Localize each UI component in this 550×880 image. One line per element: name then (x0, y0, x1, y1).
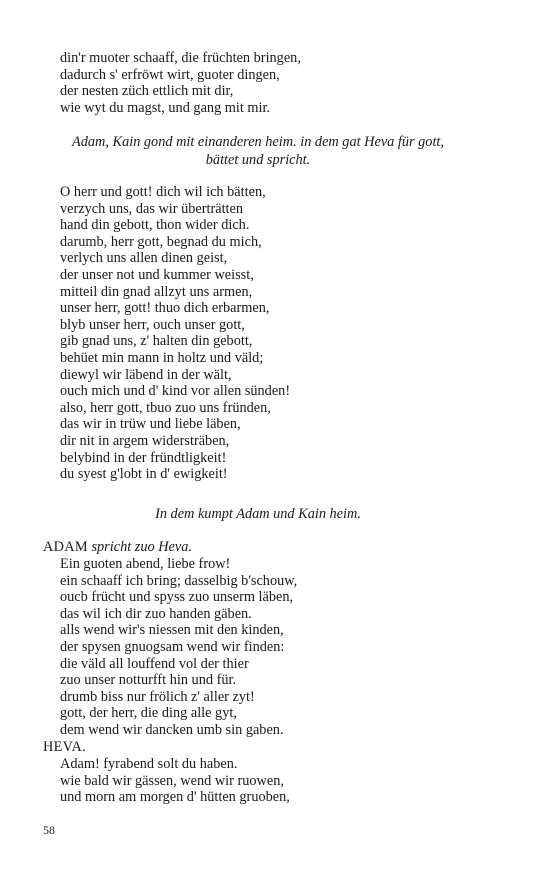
verse-line: ein schaaff ich bring; dasselbig b'schouw, (60, 572, 298, 589)
verse-line: du syest g'lobt in d' ewigkeit! (60, 466, 228, 483)
verse-line: mitteil din gnad allzyt uns armen, (60, 283, 253, 300)
verse-line: behüet min mann in holtz und väld; (60, 349, 264, 366)
verse-stanza (60, 556, 297, 739)
verse-line: das wil ich dir zuo handen gäben. (60, 605, 252, 622)
verse-line: dem wend wir dancken umb sin gaben. (60, 721, 284, 738)
verse-line: darumb, herr gott, begnad du mich, (60, 233, 262, 250)
stage-direction (50, 134, 466, 169)
verse-line: die väld all louffend vol der thier (60, 655, 249, 672)
verse-line: dir nit in argem widersträben, (60, 432, 230, 449)
verse-line: belybind in der fründtligkeit! (60, 449, 227, 466)
verse-stanza (60, 184, 290, 483)
speaker-direction: spricht zuo Heva. (91, 539, 192, 555)
speaker-name: ADAM (43, 539, 88, 555)
verse-line: der nesten züch ettlich mit dir, (60, 83, 234, 100)
verse-line: also, herr gott, tbuo zuo uns fründen, (60, 399, 271, 416)
verse-line: alls wend wir's niessen mit den kinden, (60, 622, 284, 639)
verse-line: blyb unser herr, ouch unser gott, (60, 316, 245, 333)
verse-line: zuo unser notturfft hin und für. (60, 672, 237, 689)
verse-line: der spysen gnuogsam wend wir finden: (60, 638, 285, 655)
verse-line: gott, der herr, die ding alle gyt, (60, 705, 237, 722)
stage-direction-line: bättet und spricht. (205, 151, 311, 168)
verse-line: das wir in trüw und liebe läben, (60, 416, 241, 433)
verse-line: Ein guoten abend, liebe frow! (60, 556, 231, 572)
stage-direction (50, 506, 466, 524)
verse-line: verlych uns allen dinen geist, (60, 250, 228, 267)
verse-line: drumb biss nur frölich z' aller zyt! (60, 688, 255, 705)
speaker-name: HEVA. (43, 739, 86, 755)
verse-line: hand din gebott, thon wider dich. (60, 217, 250, 234)
verse-line: der unser not und kummer weisst, (60, 266, 254, 283)
verse-line: und morn am morgen d' hütten gruoben, (60, 789, 290, 806)
page-number: 58 (43, 823, 55, 837)
verse-line: ouch mich und d' kind vor allen sünden! (60, 383, 291, 400)
verse-stanza (60, 50, 301, 116)
stage-direction-line: In dem kumpt Adam und Kain heim. (155, 506, 361, 522)
verse-line: diewyl wir läbend in der wält, (60, 366, 232, 383)
verse-line: wie wyt du magst, und gang mit mir. (60, 99, 271, 116)
verse-line: verzych uns, das wir überträtten (60, 200, 244, 217)
verse-line: unser herr, gott! thuo dich erbarmen, (60, 300, 270, 317)
verse-line: O herr und gott! dich wil ich bätten, (60, 184, 266, 200)
speaker-heading-heva (43, 739, 86, 756)
verse-stanza (60, 756, 290, 806)
verse-line: gib gnad uns, z' halten din gebott, (60, 333, 253, 350)
stage-direction-line: Adam, Kain gond mit einanderen heim. in dem gat Heva für gott, (72, 134, 444, 150)
verse-line: dadurch s' erfröwt wirt, guoter dingen, (60, 66, 280, 83)
verse-line: oucb frücht und spyss zuo unserm läben, (60, 589, 294, 606)
verse-line: wie bald wir gässen, wend wir ruowen, (60, 772, 284, 789)
verse-line: Adam! fyrabend solt du haben. (60, 756, 238, 772)
verse-line: din'r muoter schaaff, die früchten bringen, (60, 50, 301, 66)
speaker-heading-adam (43, 539, 192, 556)
